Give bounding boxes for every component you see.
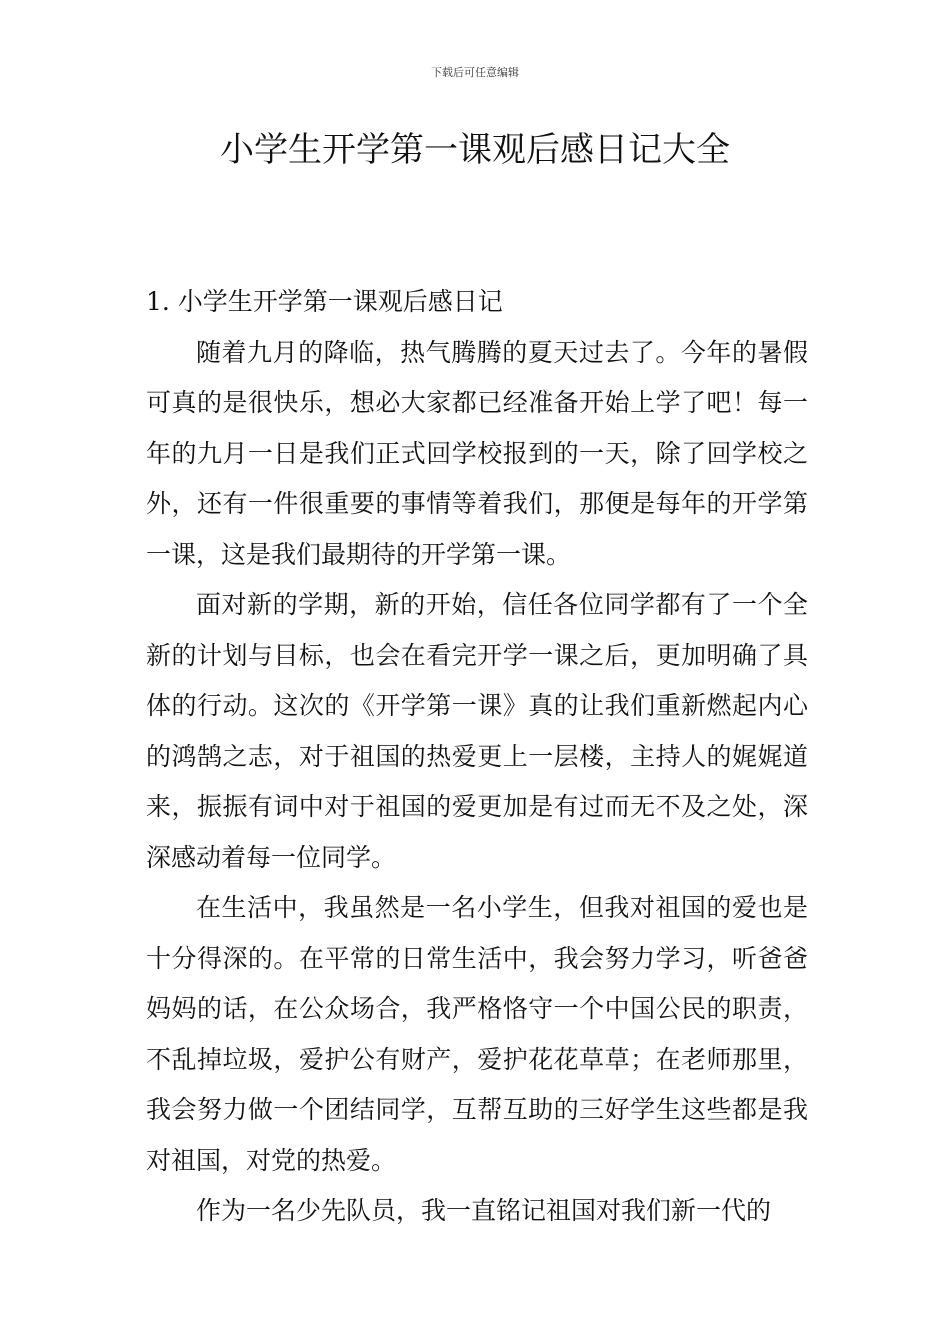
document-body bbox=[146, 277, 808, 1237]
header-note: 下载后可任意编辑 bbox=[431, 66, 519, 79]
document-title: 小学生开学第一课观后感日记大全 bbox=[220, 130, 730, 170]
paragraph-3: 在生活中，我虽然是一名小学生，但我对祖国的爱也是十分得深的。在平常的日常生活中，我会努力学习，听爸爸妈妈的话，在公众场合，我严格恪守一个中国公民的职责，不乱掉垃圾，爱护公有财产，爱护花花草草；在老师那里，我会努力做一个团结同学，互帮互助的三好学生这些都是我对祖国，对党的热爱。 bbox=[146, 893, 808, 1175]
section-heading: 1. 小学生开学第一课观后感日记 bbox=[146, 287, 503, 316]
paragraph-4: 作为一名少先队员，我一直铭记祖国对我们新一代的 bbox=[196, 1196, 772, 1225]
paragraph-2: 面对新的学期，新的开始，信任各位同学都有了一个全新的计划与目标，也会在看完开学一课之后，更加明确了具体的行动。这次的《开学第一课》真的让我们重新燃起内心的鸿鹄之志，对于祖国的热爱更上一层楼，主持人的娓娓道来，振振有词中对于祖国的爱更加是有过而无不及之处，深深感动着每一位同学。 bbox=[146, 590, 808, 872]
paragraph-1: 随着九月的降临，热气腾腾的夏天过去了。今年的暑假可真的是很快乐，想必大家都已经准备开始上学了吧！每一年的九月一日是我们正式回学校报到的一天，除了回学校之外，还有一件很重要的事情等着我们，那便是每年的开学第一课，这是我们最期待的开学第一课。 bbox=[146, 337, 808, 569]
